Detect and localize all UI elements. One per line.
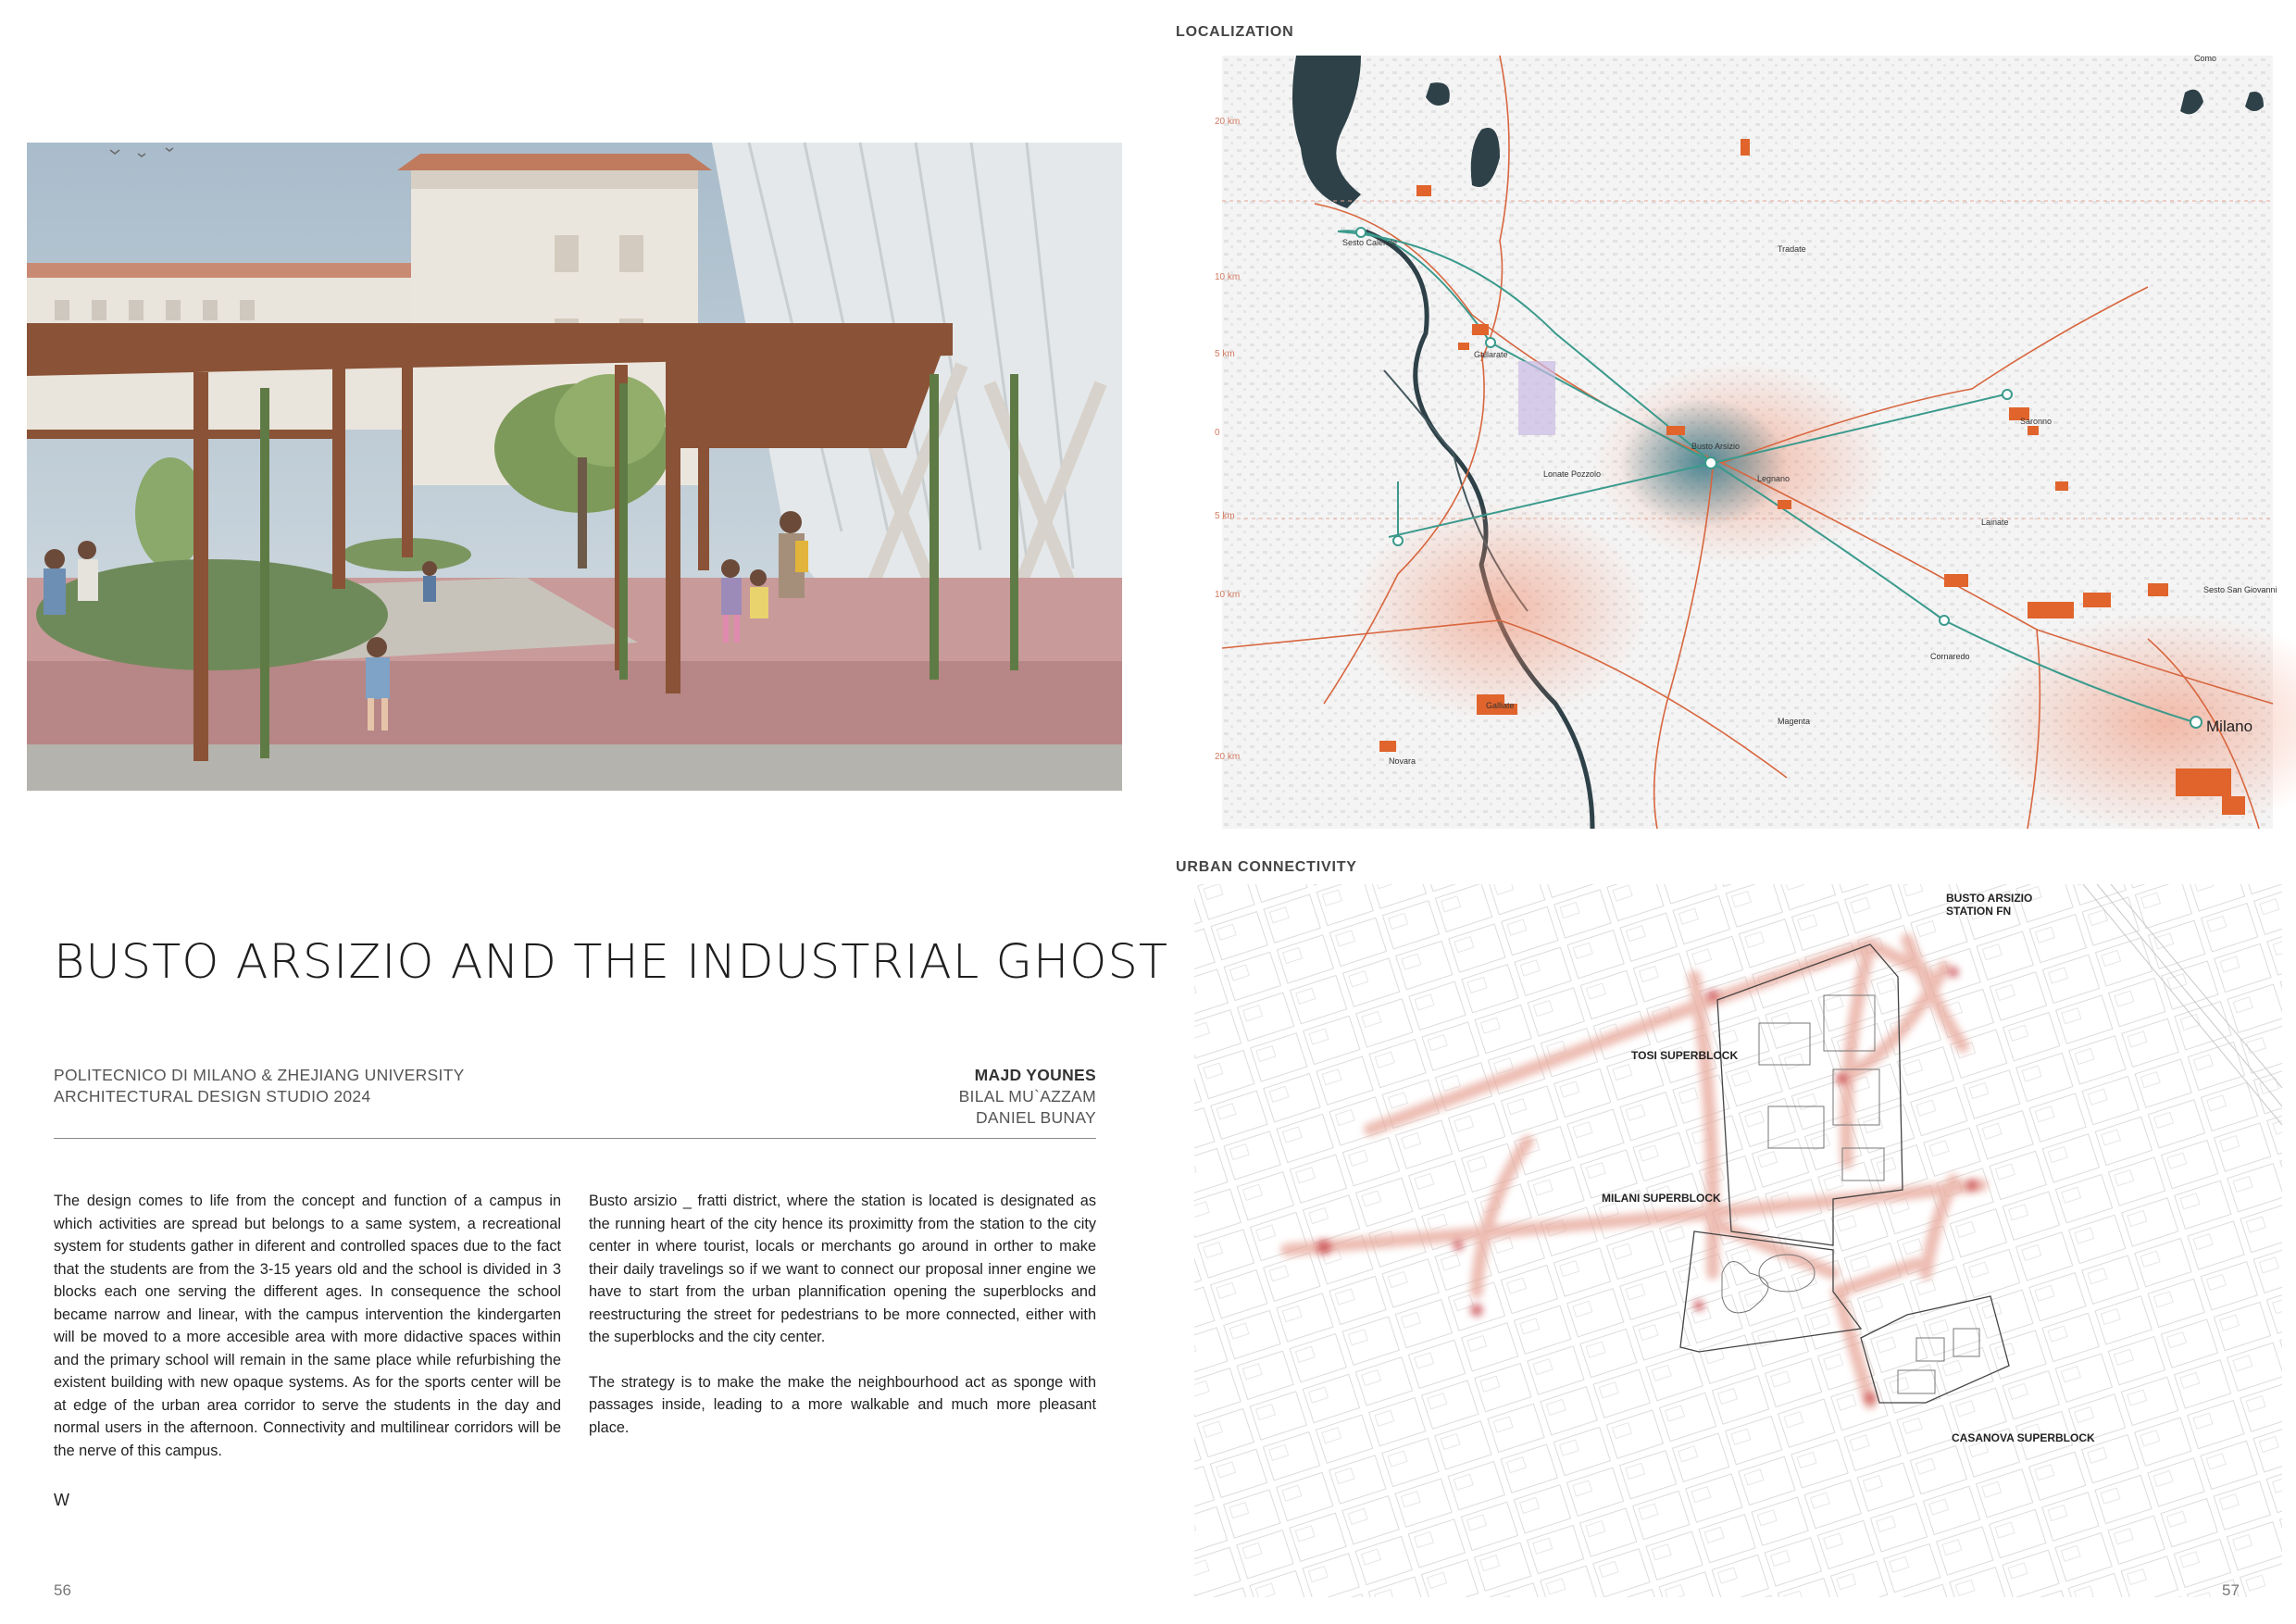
place-label: Sesto San Giovanni xyxy=(2203,585,2277,594)
superblock-label-milani: MILANI SUPERBLOCK xyxy=(1602,1192,1721,1205)
body-paragraph: The design comes to life from the concept and function of a campus in which activities are spread but belongs to a same system, a recreational system for students gather in diferent and controlled spaces due to the fact that the students are from the 3-15 years old and the school is divided in 3 blocks each one serving the different ages. In consequence the school became narrow and linear, with the campus intervention the kindergarten will be moved to a more accesible area with more didactive spaces within and the primary school will remain in the same place while refurbishing the existent building with new opaque systems. As for the sports center will be at edge of the urban area corridor to serve the students in the day and normal users in the afternoon. Connectivity and multilinear corridors will be the nerve of this campus. xyxy=(54,1193,561,1459)
place-label: Sesto Calende xyxy=(1342,238,1398,247)
scale-label: 10 km xyxy=(1215,272,1241,282)
body-column-right xyxy=(589,1190,1096,1461)
institution-block xyxy=(54,1065,465,1107)
author-lead: MAJD YOUNES xyxy=(974,1066,1096,1084)
urban-connectivity-map xyxy=(1194,884,2282,1597)
place-label: Galliate xyxy=(1486,701,1515,710)
scale-label: 20 km xyxy=(1215,117,1241,127)
place-label: Magenta xyxy=(1778,717,1811,726)
author: BILAL MU`AZZAM xyxy=(958,1087,1096,1106)
section-label-localization: LOCALIZATION xyxy=(1176,24,1294,40)
place-label: Saronno xyxy=(2020,417,2053,426)
page-title: BUSTO ARSIZIO AND THE INDUSTRIAL GHOST xyxy=(54,935,1168,990)
page-number-right: 57 xyxy=(2222,1581,2240,1599)
studio-line: ARCHITECTURAL DESIGN STUDIO 2024 xyxy=(54,1087,371,1106)
scale-label: 0 xyxy=(1215,428,1220,438)
station-label: BUSTO ARSIZIO xyxy=(1946,892,2033,905)
place-label: Lainate xyxy=(1981,518,2009,527)
scale-label: 20 km xyxy=(1215,752,1241,762)
body-column-left xyxy=(54,1190,561,1484)
scale-label: 5 km xyxy=(1215,349,1235,359)
body-paragraph: Busto arsizio _ fratti district, where the station is located is designated as the running heart of the city hence its proximitty from the station to the city center in where tourist, locals or merchants go around in orther to make their daily travelings so if we want to connect our proposal inner engine we have to start from the urban plannification opening the superblocks and reestructuring the street for pedestrians to be more connected, either with the superblocks and the city center. xyxy=(589,1193,1096,1345)
scale-label: 5 km xyxy=(1215,511,1235,521)
place-label: Como xyxy=(2194,54,2217,63)
signature-initial: W xyxy=(54,1491,69,1509)
localization-map xyxy=(1215,54,2277,829)
place-label: Busto Arsizio xyxy=(1691,442,1741,451)
place-label: Lonate Pozzolo xyxy=(1543,469,1602,479)
section-label-connectivity: URBAN CONNECTIVITY xyxy=(1176,859,1357,875)
author: DANIEL BUNAY xyxy=(975,1108,1096,1127)
superblock-label-casanova: CASANOVA SUPERBLOCK xyxy=(1952,1431,2095,1444)
place-label: Gallarate xyxy=(1474,350,1508,359)
place-label: Novara xyxy=(1389,756,1416,766)
page-number-left: 56 xyxy=(54,1581,71,1599)
station-label: STATION FN xyxy=(1946,905,2012,918)
place-label: Tradate xyxy=(1778,244,1806,254)
scale-label: 10 km xyxy=(1215,590,1241,600)
place-label-milano: Milano xyxy=(2206,718,2253,735)
place-label: Cornaredo xyxy=(1930,652,1970,661)
divider xyxy=(54,1138,1096,1139)
body-paragraph: The strategy is to make the make the neighbourhood act as sponge with passages inside, leading to a more walkable and much more pleasant place. xyxy=(589,1373,1096,1436)
authors-block xyxy=(959,1065,1096,1129)
superblock-label-tosi: TOSI SUPERBLOCK xyxy=(1631,1049,1739,1062)
institution-line: POLITECNICO DI MILANO & ZHEJIANG UNIVERSITY xyxy=(54,1066,465,1084)
place-label: Legnano xyxy=(1757,474,1791,483)
campus-render-image xyxy=(27,143,1122,791)
